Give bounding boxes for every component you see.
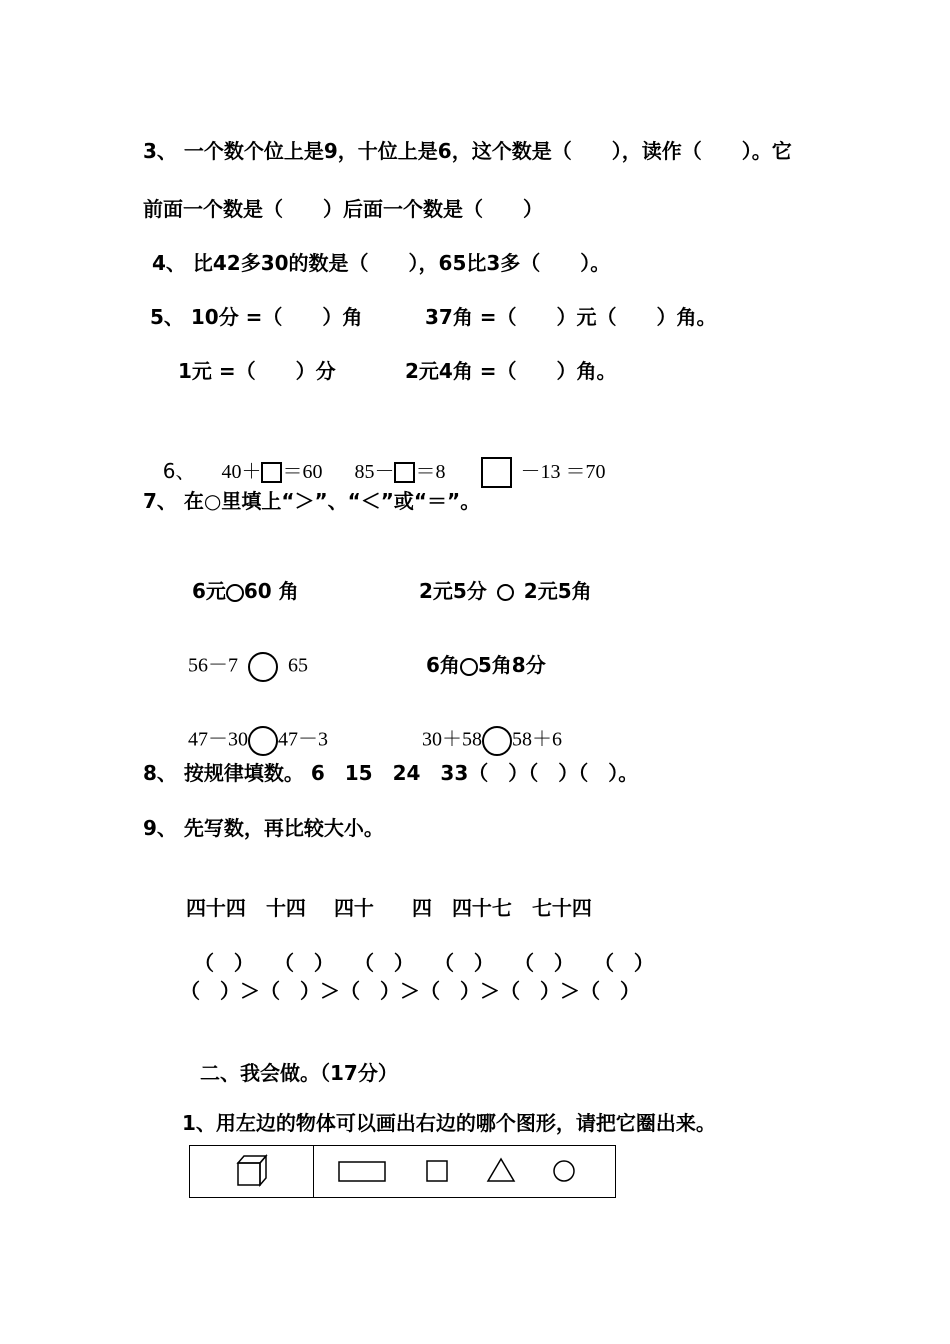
answer-blank[interactable]: （ ）: [433, 951, 494, 975]
compare-circle-icon[interactable]: [248, 652, 278, 682]
q6-a-post: ＝60: [282, 461, 323, 483]
rectangle-icon[interactable]: [339, 1162, 385, 1181]
options-cell: [314, 1146, 616, 1198]
q7-left: 2元5分: [418, 579, 487, 603]
number-word: 七十四: [531, 896, 592, 920]
q7-item-1: [178, 552, 299, 604]
q6-c-post: －13 ＝70: [520, 461, 606, 483]
blank-square-icon[interactable]: [261, 462, 282, 483]
q7-right: 47－3: [278, 728, 328, 751]
q6-a-pre: 40＋: [221, 461, 262, 483]
section-2-q1: 1、用左边的物体可以画出右边的哪个图形，请把它圈出来。: [182, 1111, 716, 1135]
number-word: 四十七: [451, 896, 512, 920]
q7-item-5: [178, 700, 328, 756]
q7-right: 65: [288, 654, 308, 677]
compare-circle-icon[interactable]: [482, 726, 512, 756]
q9-compare: （ ）＞（ ）＞（ ）＞（ ）＞（ ）＞（ ）: [180, 979, 640, 1003]
shape-table: [189, 1145, 616, 1198]
circle-icon[interactable]: [554, 1161, 574, 1181]
q7-item-4: [412, 626, 546, 678]
q3-line1: 3、 一个数个位上是9，十位上是6，这个数是（ ），读作（ ）。它: [143, 139, 792, 163]
number-word: 四十: [333, 896, 374, 920]
q7-prompt: 7、 在○里填上“＞”、“＜”或“＝”。: [143, 489, 481, 513]
square-icon[interactable]: [427, 1161, 447, 1181]
q8-line: 8、 按规律填数。 6 15 24 33（ ）（ ）（ ）。: [143, 761, 639, 785]
answer-blank[interactable]: （ ）: [273, 951, 334, 975]
section-2-title: 二、我会做。（17分）: [200, 1061, 398, 1085]
compare-circle-icon[interactable]: [460, 658, 478, 676]
compare-circle-icon[interactable]: [226, 584, 244, 602]
q5-c: 1元 =（ ）分: [178, 359, 336, 383]
q4-line: 4、 比42多30的数是（ ），65比3多（ ）。: [152, 251, 611, 275]
answer-blank[interactable]: （ ）: [353, 951, 414, 975]
q6-number: 6、: [162, 459, 196, 483]
q7-item-6: [412, 700, 562, 756]
compare-circle-icon[interactable]: [497, 584, 514, 601]
triangle-icon[interactable]: [488, 1159, 514, 1181]
cube-icon: [236, 1153, 268, 1187]
q5-a: 5、 10分 =（ ）角: [150, 305, 363, 329]
q3-line2: 前面一个数是（ ）后面一个数是（ ）: [143, 197, 543, 221]
q7-right: 2元5角: [523, 579, 592, 603]
blank-square-icon[interactable]: [481, 457, 512, 488]
number-word: 四: [411, 896, 432, 920]
answer-blank[interactable]: （ ）: [513, 951, 574, 975]
q7-left: 56－7: [188, 654, 238, 677]
q6-b-pre: 85－: [354, 461, 395, 483]
q9-blanks: [180, 924, 654, 976]
q7-left: 6角: [425, 653, 460, 677]
q7-left: 30＋58: [422, 728, 482, 751]
answer-blank[interactable]: （ ）: [193, 951, 254, 975]
q7-item-3: [178, 626, 308, 682]
q9-words: [172, 869, 592, 921]
q9-prompt: 9、 先写数，再比较大小。: [143, 816, 384, 840]
q7-right: 60 角: [243, 579, 299, 603]
q7-item-2: [405, 552, 592, 604]
q7-right: 58＋6: [512, 728, 562, 751]
number-word: 十四: [265, 896, 306, 920]
compare-circle-icon[interactable]: [248, 726, 278, 756]
q7-left: 6元: [191, 579, 226, 603]
q6-line: [150, 431, 605, 488]
answer-blank[interactable]: （ ）: [593, 951, 654, 975]
q5-b: 37角 =（ ）元（ ）角。: [425, 305, 717, 329]
q5-d: 2元4角 =（ ）角。: [405, 359, 617, 383]
q7-left: 47－30: [188, 728, 248, 751]
shape-options: [314, 1146, 615, 1193]
number-word: 四十四: [185, 896, 246, 920]
object-cell: [190, 1146, 314, 1198]
blank-square-icon[interactable]: [394, 462, 415, 483]
q7-right: 5角8分: [477, 653, 546, 677]
q6-b-post: ＝8: [415, 461, 446, 483]
